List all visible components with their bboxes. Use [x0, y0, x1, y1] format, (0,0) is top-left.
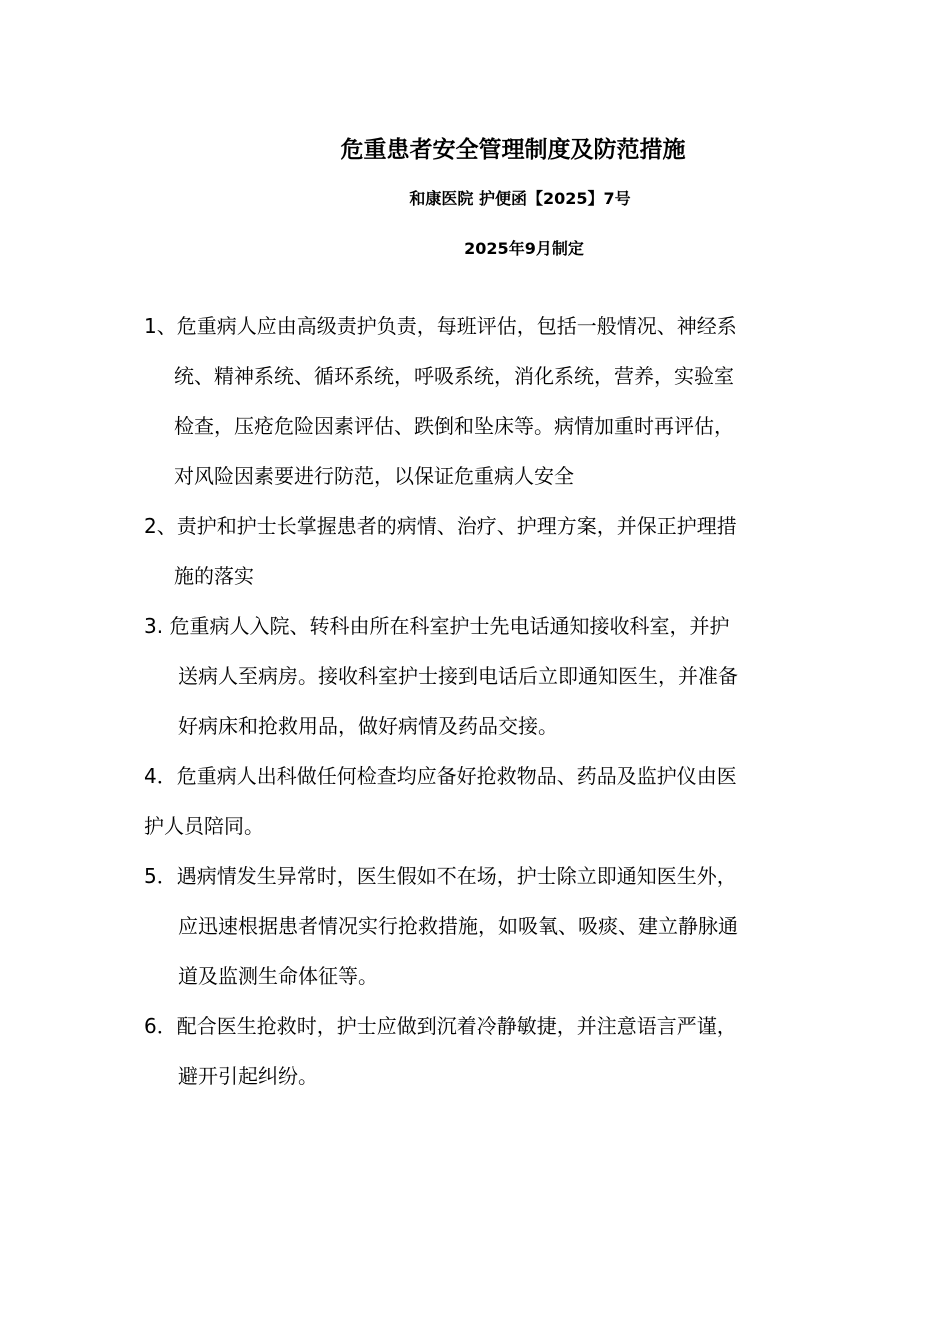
- item-line: 对风险因素要进行防范，以保证危重病人安全: [174, 464, 574, 488]
- item-line: 护人员陪同。: [144, 814, 264, 838]
- document-reference-number: 和康医院 护便函【2025】7号: [409, 189, 631, 208]
- document-title: 危重患者安全管理制度及防范措施: [340, 137, 686, 163]
- item-line: 6．配合医生抢救时，护士应做到沉着冷静敏捷，并注意语言严谨，: [144, 1014, 737, 1038]
- measures-list: [144, 301, 814, 1101]
- document-date: 2025年9月制定: [464, 239, 584, 258]
- item-line: 2、责护和护士长掌握患者的病情、治疗、护理方案，并保正护理措: [144, 514, 737, 538]
- item-line: 3. 危重病人入院、转科由所在科室护士先电话通知接收科室，并护: [144, 614, 730, 638]
- item-line: 好病床和抢救用品，做好病情及药品交接。: [178, 714, 558, 738]
- list-item: [144, 1001, 814, 1101]
- item-line: 5．遇病情发生异常时，医生假如不在场，护士除立即通知医生外，: [144, 864, 737, 888]
- item-line: 道及监测生命体征等。: [178, 964, 378, 988]
- list-item: [144, 501, 814, 601]
- item-line: 检查，压疮危险因素评估、跌倒和坠床等。病情加重时再评估，: [174, 414, 734, 438]
- item-line: 应迅速根据患者情况实行抢救措施，如吸氧、吸痰、建立静脉通: [178, 914, 738, 938]
- item-line: 统、精神系统、循环系统，呼吸系统，消化系统，营养，实验室: [174, 364, 734, 388]
- item-line: 1、危重病人应由高级责护负责，每班评估，包括一般情况、神经系: [144, 314, 737, 338]
- item-line: 避开引起纠纷。: [178, 1064, 318, 1088]
- list-item: [144, 601, 814, 751]
- item-line: 施的落实: [174, 564, 254, 588]
- item-line: 4．危重病人出科做任何检查均应备好抢救物品、药品及监护仪由医: [144, 764, 737, 788]
- list-item: [144, 301, 814, 501]
- list-item: [144, 851, 814, 1001]
- list-item: [144, 751, 814, 851]
- item-line: 送病人至病房。接收科室护士接到电话后立即通知医生，并准备: [178, 664, 738, 688]
